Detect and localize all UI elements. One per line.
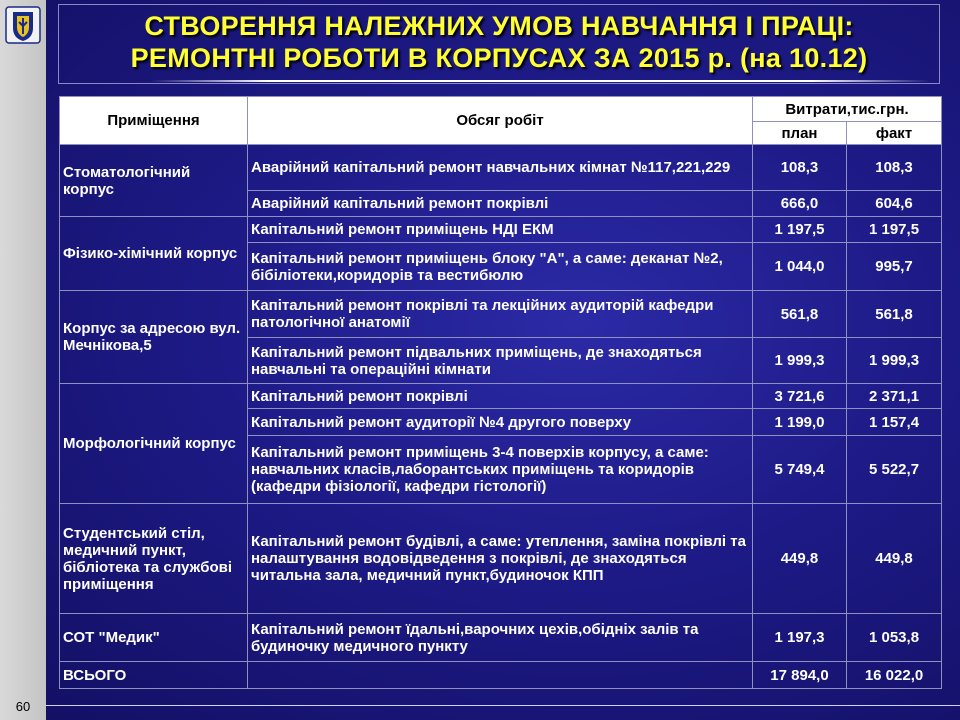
fact-cell: 995,7 xyxy=(847,243,942,291)
total-label: ВСЬОГО xyxy=(60,662,248,689)
fact-cell: 561,8 xyxy=(847,291,942,338)
total-empty-cell xyxy=(248,662,753,689)
plan-cell: 108,3 xyxy=(753,145,847,191)
work-cell: Капітальний ремонт будівлі, а саме: утеплення, заміна покрівлі та налаштування водовідведення з покрівлі, де знаходяться читальна зала, медичний пункт,будиночок КПП xyxy=(248,504,753,614)
location-cell: Корпус за адресою вул. Мечнікова,5 xyxy=(60,291,248,384)
fact-cell: 604,6 xyxy=(847,191,942,217)
work-cell: Капітальний ремонт покрівлі та лекційних аудиторій кафедри патологічної анатомії xyxy=(248,291,753,338)
plan-cell: 1 197,5 xyxy=(753,217,847,243)
fact-cell: 2 371,1 xyxy=(847,384,942,409)
coat-of-arms-icon xyxy=(5,6,41,44)
plan-cell: 666,0 xyxy=(753,191,847,217)
header-fact: факт xyxy=(847,122,942,145)
slide-number: 60 xyxy=(15,699,31,714)
total-row xyxy=(60,662,942,689)
fact-cell: 1 053,8 xyxy=(847,614,942,662)
work-cell: Аварійний капітальний ремонт покрівлі xyxy=(248,191,753,217)
table-row xyxy=(60,217,942,243)
location-cell: СОТ "Медик" xyxy=(60,614,248,662)
plan-cell: 1 199,0 xyxy=(753,409,847,436)
work-cell: Капітальний ремонт підвальних приміщень, де знаходяться навчальні та операційні кімнати xyxy=(248,338,753,384)
work-cell: Аварійний капітальний ремонт навчальних кімнат №117,221,229 xyxy=(248,145,753,191)
work-cell: Капітальний ремонт аудиторії №4 другого поверху xyxy=(248,409,753,436)
plan-cell: 449,8 xyxy=(753,504,847,614)
work-cell: Капітальний ремонт покрівлі xyxy=(248,384,753,409)
plan-cell: 3 721,6 xyxy=(753,384,847,409)
plan-cell: 5 749,4 xyxy=(753,436,847,504)
work-cell: Капітальний ремонт приміщень блоку "А", а саме: деканат №2, бібіліотеки,коридорів та вестибюлю xyxy=(248,243,753,291)
fact-cell: 108,3 xyxy=(847,145,942,191)
header-plan: план xyxy=(753,122,847,145)
table-row xyxy=(60,145,942,191)
title-underline xyxy=(150,80,930,82)
work-cell: Капітальний ремонт їдальні,варочних цехів,обідніх залів та будиночку медичного пункту xyxy=(248,614,753,662)
fact-cell: 1 999,3 xyxy=(847,338,942,384)
total-fact: 16 022,0 xyxy=(847,662,942,689)
location-cell: Фізико-хімічний корпус xyxy=(60,217,248,291)
location-cell: Морфологічний корпус xyxy=(60,384,248,504)
total-plan: 17 894,0 xyxy=(753,662,847,689)
fact-cell: 1 157,4 xyxy=(847,409,942,436)
location-cell: Студентський стіл, медичний пункт, бібліотека та службові приміщення xyxy=(60,504,248,614)
fact-cell: 5 522,7 xyxy=(847,436,942,504)
slide-title-line-1: СТВОРЕННЯ НАЛЕЖНИХ УМОВ НАВЧАННЯ І ПРАЦІ: xyxy=(144,11,854,41)
plan-cell: 1 197,3 xyxy=(753,614,847,662)
table-row xyxy=(60,291,942,338)
header-costs: Витрати,тис.грн. xyxy=(753,97,942,122)
header-scope: Обсяг робіт xyxy=(248,97,753,145)
repairs-table xyxy=(59,96,942,689)
table-row xyxy=(60,504,942,614)
bottom-divider xyxy=(46,705,960,706)
plan-cell: 1 044,0 xyxy=(753,243,847,291)
work-cell: Капітальний ремонт приміщень 3-4 поверхів корпусу, а саме: навчальних класів,лаборантських приміщень та коридорів (кафедри фізіології, кафедри гістології) xyxy=(248,436,753,504)
location-cell: Стоматологічний корпус xyxy=(60,145,248,217)
fact-cell: 449,8 xyxy=(847,504,942,614)
table-row xyxy=(60,614,942,662)
title-frame xyxy=(58,4,940,84)
slide-title-line-2: РЕМОНТНІ РОБОТИ В КОРПУСАХ ЗА 2015 р. (на 10.12) xyxy=(130,43,868,73)
fact-cell: 1 197,5 xyxy=(847,217,942,243)
table-row xyxy=(60,384,942,409)
plan-cell: 1 999,3 xyxy=(753,338,847,384)
slide-sidebar xyxy=(0,0,46,720)
plan-cell: 561,8 xyxy=(753,291,847,338)
header-location: Приміщення xyxy=(60,97,248,145)
work-cell: Капітальний ремонт приміщень НДІ ЕКМ xyxy=(248,217,753,243)
